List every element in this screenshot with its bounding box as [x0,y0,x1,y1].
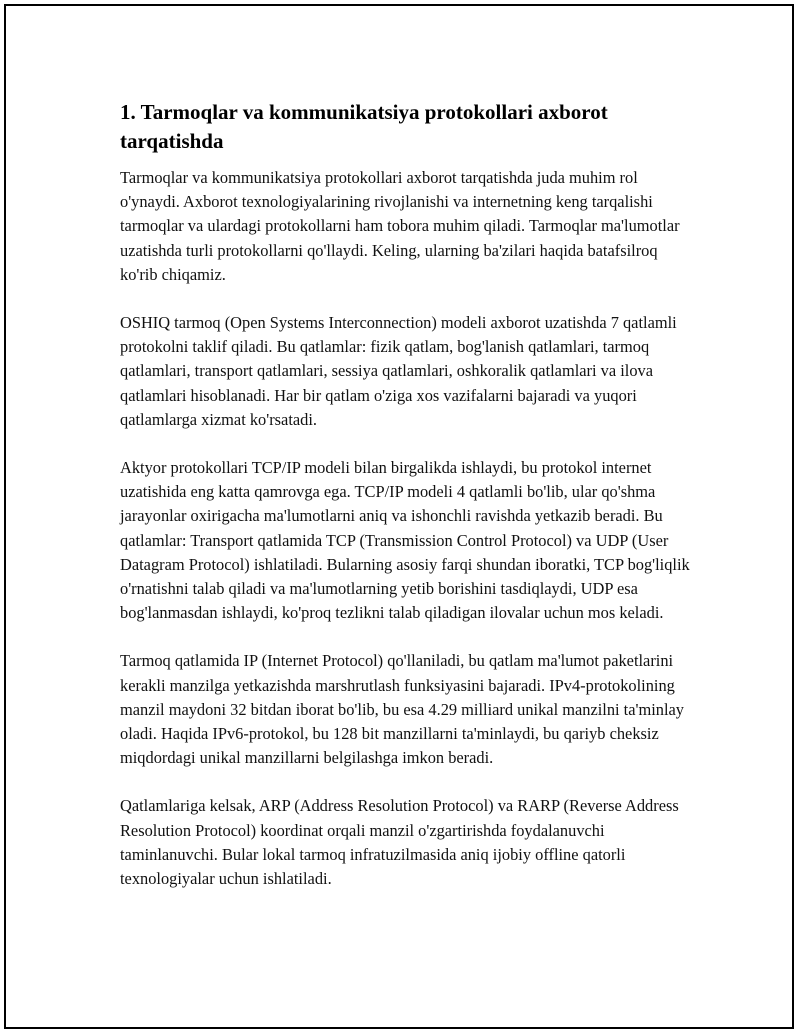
paragraph-osi-model: OSHIQ tarmoq (Open Systems Interconnection) modeli axborot uzatishda 7 qatlamli protokolni taklif qiladi. Bu qatlamlar: fizik qatlam, bog'lanish qatlamlari, tarmoq qatlamlari, transport qatlamlari, sessiya qatlamlari, oshkoralik qatlamlari va ilova qatlamlari hisoblanadi. Har bir qatlam o'ziga xos vazifalarni bajaradi va yuqori qatlamlarga xizmat ko'rsatadi. [120,313,677,429]
paragraph-arp-rarp: Qatlamlariga kelsak, ARP (Address Resolution Protocol) va RARP (Reverse Address Resolution Protocol) koordinat orqali manzil o'zgartirishda foydalanuvchi taminlanuvchi. Bular lokal tarmoq infratuzilmasida aniq ijobiy offline qatorli texnologiyalar uchun ishlatiladi. [120,796,679,889]
document-body [120,98,695,915]
paragraph-ip-protocol: Tarmoq qatlamida IP (Internet Protocol) qo'llaniladi, bu qatlam ma'lumot paketlarini kerakli manzilga yetkazishda marshrutlash funksiyasini bajaradi. IPv4-protokolining manzil maydoni 32 bitdan iborat bo'lib, bu esa 4.29 milliard unikal manzilni ta'minlay oladi. Haqida IPv6-protokol, bu 128 bit manzillarni ta'minlaydi, bu qariyb cheksiz miqdordagi unikal manzillarni belgilashga imkon beradi. [120,651,684,768]
paragraph-intro: Tarmoqlar va kommunikatsiya protokollari axborot tarqatishda juda muhim rol o'ynaydi. Axborot texnologiyalarining rivojlanishi va internetning keng tarqalishi tarmoqlar va ulardagi protokollarni ham tobora muhim qiladi. Tarmoqlar ma'lumotlar uzatishda turli protokollarni qo'llaydi. Keling, ularning ba'zilari haqida batafsilroq ko'rib chiqamiz. [120,168,680,284]
section-heading: 1. Tarmoqlar va kommunikatsiya protokollari axborot tarqatishda [120,100,608,153]
page-border [4,4,794,1029]
paragraph-tcp-ip: Aktyor protokollari TCP/IP modeli bilan birgalikda ishlaydi, bu protokol internet uzatishida eng katta qamrovga ega. TCP/IP modeli 4 qatlamli bo'lib, ular qo'shma jarayonlar oxirigacha ma'lumotlarni aniq va ishonchli ravishda yetkazib beradi. Bu qatlamlar: Transport qatlamida TCP (Transmission Control Protocol) va UDP (User Datagram Protocol) ishlatiladi. Bularning asosiy farqi shundan iboratki, TCP bog'liqlik o'rnatishni talab qiladi va ma'lumotlarning yetib borishini tasdiqlaydi, UDP esa bog'lanmasdan ishlaydi, ko'proq tezlikni talab qiladigan ilovalar uchun mos keladi. [120,458,690,623]
